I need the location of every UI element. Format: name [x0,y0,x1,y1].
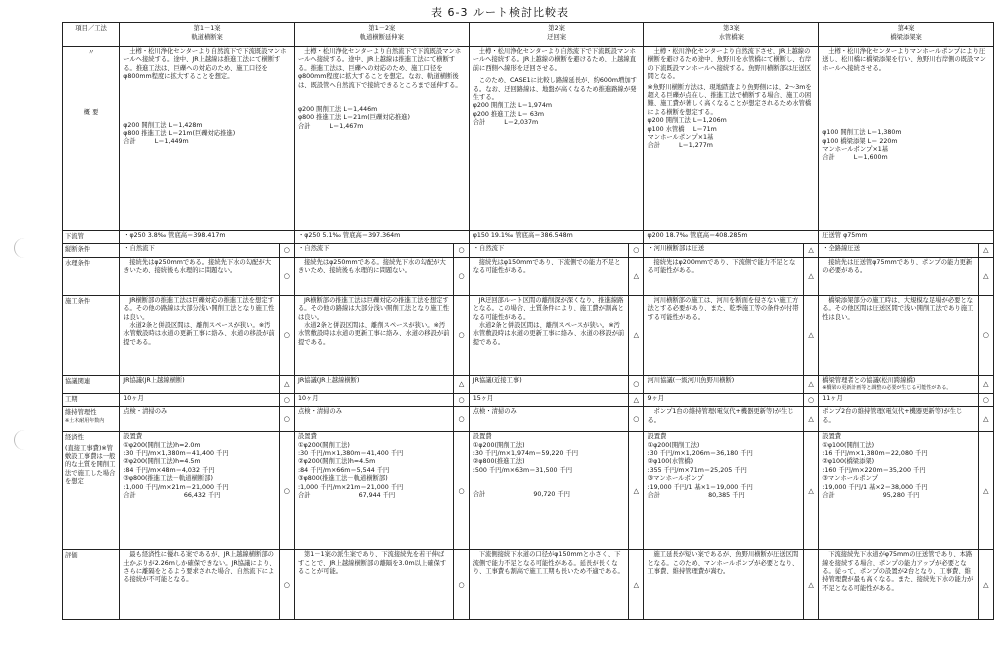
rating-mark: ○ [454,295,469,375]
table-cell: 接続先はφ250mmである。接続先下水の勾配が大きいため、接続後も水理的に問題ない。 [120,257,279,295]
rating-mark: ○ [454,432,469,550]
overview-cell: 土樽・松川浄化センターより自然流下させ、JR上越線の横断を避けるため途中、魚野川を水管橋にて横断し、右岸の下流既設マンホールへ接続する。魚野川横断部は圧送区間となる。 ※魚野川横断方法は、現地踏査より魚野側には、2～3mを超える巨礫が点在し、推進工法で横断する場合、施工の困難、施工費が著しく高くなることが想定されるため水管橋による横断を想定する。 φ200 開削工法 L＝1,206m φ100 水管橋 L＝71m マンホールポンプ×1基 合計 L＝1,277m [644,47,819,231]
rating-mark: △ [978,244,993,257]
table-cell: 橋梁添架部分の施工時は、大規模な足場が必要となる。その他区間は圧送区間で浅い開削工法であり施工性は良い。 [819,295,978,375]
economy-row [63,432,994,550]
row-label: 施工条件 [63,295,120,375]
binder-hole-mark [14,430,35,450]
overview-row [63,47,994,231]
rating-mark: △ [629,432,644,550]
construction-condition-row [63,295,994,375]
corner-label: 項目／工法 [63,23,120,47]
row-label: 維持管理性 ※土木耐用年数内 [63,407,120,432]
rating-mark: △ [279,375,294,393]
table-cell: 点検・清掃のみ [120,407,279,432]
economy-cell: 設置費 ①φ200(開削工法) :30 千円/m×1,206m＝36,180 千円 ②φ100(水管橋) :355 千円/m×71m＝25,205 千円 ③マンホールポンプ :19,000 千円/1 基×1＝19,000 千円 合計 80,385 千円 [644,432,803,550]
economy-cell: 設置費 ①φ200(開削工法) :30 千円/m×1,974m＝59,220 千円 ②φ800(推進工法) :500 千円/m×63m＝31,500 千円 合計 90,720 千円 [469,432,628,550]
rating-mark: △ [978,257,993,295]
overview-cell: 土樽・松川浄化センターよりマンホールポンプにより圧送し、松川橋に橋梁添架を行い、魚野川右岸側の既設マンホールへ接続させる。 φ100 開削工法 L＝1,380m φ100 橋梁添架 L＝ 220m マンホールポンプ×1基 合計 L＝1,600m [819,47,994,231]
rating-mark: △ [454,375,469,393]
row-label: 経済性 (直接工事費)※管敷設工事費は一般的な土質を開削工法で施工した場合を想定 [63,432,120,550]
rating-mark: △ [629,550,644,620]
table-cell: 9ヶ月 [644,393,803,406]
table-cell: 15ヶ月 [469,393,628,406]
table-cell: 圧送管 φ75mm [819,231,994,244]
plan-header: 第2案 迂回案 [469,23,644,47]
rating-mark: ○ [279,393,294,406]
table-cell: 下流接続先下水道がφ75mmの圧送管であり、本路線を接続する場合、ポンプの能力アップが必要となる。従って、ポンプの設置が2台となり、工事費、維持管理費が最も高くなる。また、接続先下水の能力が不足となる可能性がある。 [819,550,978,620]
rating-mark: ○ [629,375,644,393]
rating-mark: △ [803,257,818,295]
table-cell: 橋梁管理者との協議(松川跨線橋) ※橋梁の更新計画等と調整の必要が生じる可能性がある。 [819,375,978,393]
rating-mark: ○ [454,393,469,406]
plan-header: 第1－2案 軌道横断延伸案 [294,23,469,47]
overview-cell: 土樽・松川浄化センターより自然流下で下流既設マンホールへ接続する。途中、JR上越線は推進工法にて横断する。推進工法は、巨礫への対応のため、施工口径をφ800mm程度に拡大することを想定。なお、軌道横断後は、既設管へ自然流下で接続できるところまで延伸する。 φ200 開削工法 L＝1,446m φ800 推進工法 L＝21m(巨礫対応推進) 合計 L＝1,467m [294,47,469,231]
rating-mark: ○ [279,550,294,620]
plan-header: 第3案 水管橋案 [644,23,819,47]
table-cell: 施工延長が短い案であるが、魚野川横断が圧送区間となる。このため、マンホールポンプが必要となり、工事費、維持管理費が嵩む。 [644,550,803,620]
comparison-table-container [62,22,994,666]
profile-condition-row [63,244,994,257]
table-cell: ・自然流下 [469,244,628,257]
table-cell: JR協議(JR上越線横断) [294,375,453,393]
rating-mark: △ [803,295,818,375]
table-cell: JR協議(近接工事) [469,375,628,393]
table-cell: 10ヶ月 [120,393,279,406]
table-cell: φ200 18.7‰ 管底高＝408.285m [644,231,819,244]
table-cell: JR横断部の推進工法は巨礫対応の推進工法を想定する。その他の路線は大部分浅い開削工法となり施工性は良い。 水道2条と併設区間は、離削スペースが狭い。※汚水管敷設時は水道の更新工事に絡み、水道の移設が前提である。 [294,295,453,375]
row-label: 協議関連 [63,375,120,393]
table-cell: φ150 19.1‰ 管底高＝386.548m [469,231,644,244]
rating-mark: △ [978,375,993,393]
table-cell: 河川横断部の施工は、河川を断面を侵さない施工方法とする必要があり、また、乾季施工等の条件が付帯する可能性がある。 [644,295,803,375]
table-cell: ポンプ1台の維持管理(電気代+機器更新等)が生じる。 [644,407,803,432]
economy-cell: 設置費 ①φ200(開削工法)h=2.0m :30 千円/m×1,380m＝41,400 千円 ②φ200(開削工法)h=4.5m :84 千円/m×48m＝4,032 千円 ③φ800(推進工法－軌道横断部) :1,000 千円/m×21m＝21,000 千円 合計 66,432 千円 [120,432,279,550]
table-cell: ・河川横断部は圧送 [644,244,803,257]
consultation-row [63,375,994,393]
table-cell: ・φ250 3.8‰ 管底高＝398.417m [120,231,295,244]
rating-mark: ○ [629,407,644,432]
overview-label-cell: 〃 概 要 [63,47,120,231]
rating-mark: ○ [454,550,469,620]
economy-cell: 設置費 ①φ200(開削工法) :30 千円/m×1,380m＝41,400 千円 ②φ200(開削工法)h=4.5m :84 千円/m×66m＝5,544 千円 ③φ800(推進工法－軌道横断部) :1,000 千円/m×21m＝21,000 千円 合計 67,944 千円 [294,432,453,550]
rating-mark: △ [803,244,818,257]
rating-mark: ○ [279,257,294,295]
table-cell: JR横断部の推進工法は巨礫対応の推進工法を想定する。その他の路線は大部分浅い開削工法となり施工性は良い。 水道2条と併設区間は、離削スペースが狭い。※汚水管敷設時は水道の更新工事に絡み、水道の移設が前提である。 [120,295,279,375]
table-cell: ・φ250 5.1‰ 管底高＝397.364m [294,231,469,244]
row-label: 評価 [63,550,120,620]
economy-cell: 設置費 ①φ100(開削工法) :16 千円/m×1,380m＝22,080 千円 ②φ100(橋梁添架) :160 千円/m×220m＝35,200 千円 ③マンホールポンプ :19,000 千円/1 基×2＝38,000 千円 合計 95,280 千円 [819,432,978,550]
maintenance-row [63,407,994,432]
rating-mark: ○ [629,244,644,257]
rating-mark: ○ [279,295,294,375]
overview-cell: 土樽・松川浄化センターより自然流下で下流既設マンホールへ接続する。途中、JR上越線は推進工法にて横断する。推進工法は、巨礫への対応のため、施工口径をφ800mm程度に拡大することを想定。 φ200 開削工法 L＝1,428m φ800 推進工法 L＝21m(巨礫対応推進) 合計 L＝1,449m [120,47,295,231]
table-cell: 接続先はφ250mmである。接続先下水の勾配が大きいため、接続後も水理的に問題ない。 [294,257,453,295]
table-cell: ポンプ2台の維持管理(電気代+機器更新等)が生じる。 [819,407,978,432]
rating-mark: ○ [454,257,469,295]
rating-mark: △ [629,393,644,406]
rating-mark: ○ [454,407,469,432]
rating-mark: △ [978,432,993,550]
table-cell: ・全路線圧送 [819,244,978,257]
rating-mark: △ [803,407,818,432]
table-cell: 第1－1案の派生案であり、下流接続先を若干伸ばすことで、JR上越線横断部の離隔を3.0m以上確保することが可能。 [294,550,453,620]
table-cell: 河川協議(一級河川魚野川横断) [644,375,803,393]
row-label: 工期 [63,393,120,406]
rating-mark: △ [978,550,993,620]
rating-mark: ○ [803,393,818,406]
binder-hole-mark [14,238,35,258]
row-label: 縦断条件 [63,244,120,257]
table-cell: 10ヶ月 [294,393,453,406]
rating-mark: ○ [454,244,469,257]
row-label: 下流管 [63,231,120,244]
table-cell: ・自然流下 [120,244,279,257]
rating-mark: ○ [978,295,993,375]
rating-mark: ○ [279,432,294,550]
table-cell: 11ヶ月 [819,393,978,406]
rating-mark: ○ [279,407,294,432]
row-label: 水理条件 [63,257,120,295]
table-cell: 接続先はφ200mmであり、下流側で能力不足となる可能性がある。 [644,257,803,295]
table-cell: 点検・清掃のみ [294,407,453,432]
rating-mark: △ [803,432,818,550]
plan-header: 第1－1案 軌道横断案 [120,23,295,47]
downstream-pipe-row [63,231,994,244]
evaluation-row [63,550,994,620]
overview-cell: 土樽・松川浄化センターより自然流下で下流既設マンホールへ接続する。JR上越線の横断を避けるため、上越線直前に西側へ線形を迂回させる。 このため、CASE1に比較し路線延長が、約600m増加する。なお、迂回路線は、地盤が高くなるため推進路線が発生する。 φ200 開削工法 L＝1,974m φ200 推進工法 L＝ 63m 合計 L＝2,037m [469,47,644,231]
rating-mark: △ [629,257,644,295]
page-title: 表 6-3 ルート検討比較表 [431,6,569,19]
header-row [63,23,994,47]
plan-header: 第4案 橋梁添架案 [819,23,994,47]
rating-mark: ○ [978,393,993,406]
rating-mark: △ [803,375,818,393]
table-cell: JR迂回部ルート区間の離削深が深くなり、推進線路となる。この場合、土質条件により、施工費が割高となる可能性がある。 水道2条と併設区間は、離削スペースが狭い。※汚水管敷設時は水道の更新工事に絡み、水道の移設が前提である。 [469,295,628,375]
schedule-row [63,393,994,406]
rating-mark: △ [629,295,644,375]
rating-mark: △ [978,407,993,432]
rating-mark: ○ [279,244,294,257]
table-cell: JR協議(JR上越線横断) [120,375,279,393]
table-cell: 最も経済性に優れる案であるが、JR上越線横断部の土かぶりが2.26mしか確保できない。JR協議により、さらに離隔をとるよう要求された場合、自然流下による接続が不可能となる。 [120,550,279,620]
hydraulic-condition-row [63,257,994,295]
rating-mark: △ [803,550,818,620]
table-cell: ・自然流下 [294,244,453,257]
table-cell: 下流側接続下水道の口径がφ150mmと小さく、下流側で能力不足となる可能性がある。延長が長くなり、工事費も割高で施工工期も長いため不適である。 [469,550,628,620]
table-cell: 接続先はφ150mmであり、下流側での能力不足となる可能性がある。 [469,257,628,295]
table-cell: 接続先は圧送管φ75mmであり、ポンプの能力更新の必要がある。 [819,257,978,295]
route-comparison-table [62,22,994,620]
table-cell: 点検・清掃のみ [469,407,628,432]
